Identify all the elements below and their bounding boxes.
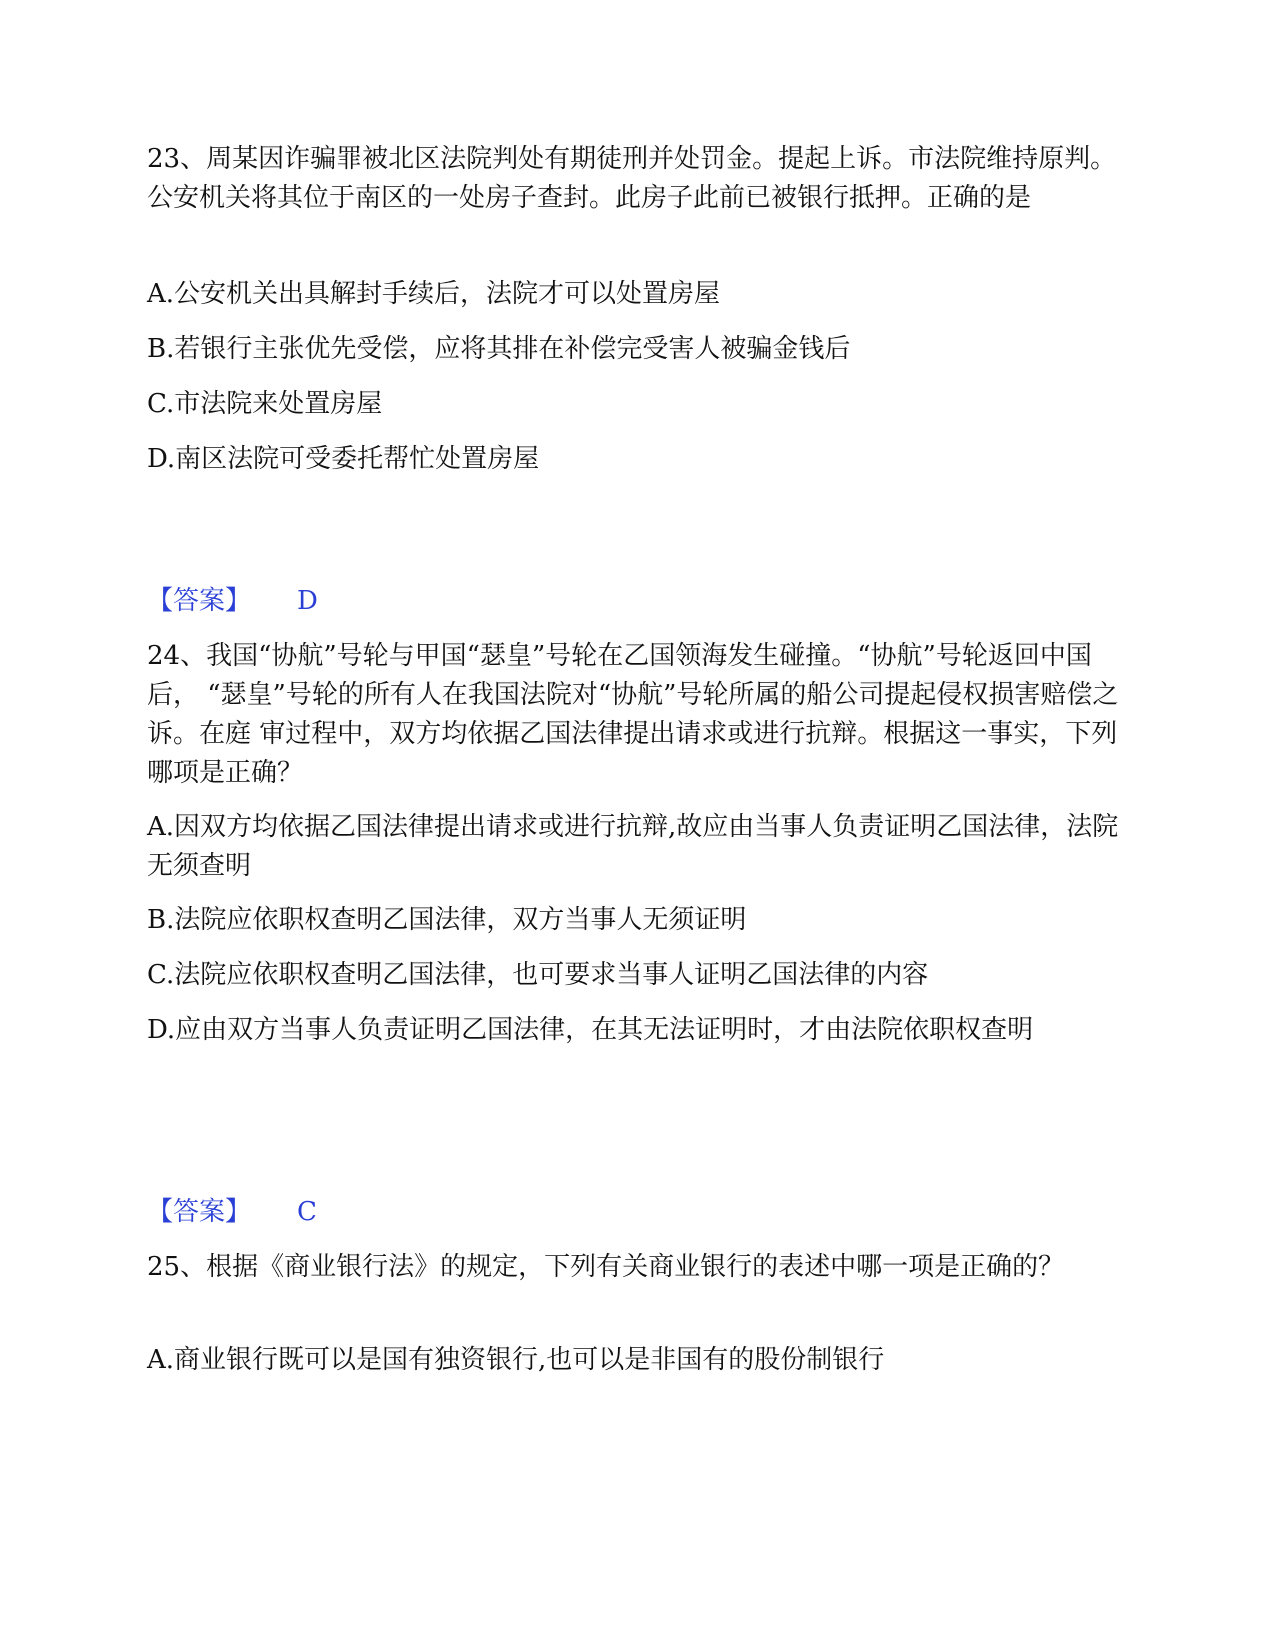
question-25 — [147, 1248, 1127, 1287]
option-c: C.市法院来处置房屋 — [147, 389, 383, 419]
option-a: A.商业银行既可以是国有独资银行,也可以是非国有的股份制银行 — [147, 1345, 885, 1375]
option-d: D.应由双方当事人负责证明乙国法律，在其无法证明时，才由法院依职权查明 — [147, 1015, 1034, 1045]
answer-24 — [147, 1193, 317, 1232]
answer-value: D — [297, 586, 318, 616]
question-24 — [147, 637, 1127, 793]
question-text: 23、周某因诈骗罪被北区法院判处有期徒刑并处罚金。提起上诉。市法院维持原判。公安机关将其位于南区的一处房子查封。此房子此前已被银行抵押。正确的是 — [147, 144, 1117, 213]
answer-label: 【答案】 — [147, 1197, 252, 1227]
option-a-block — [147, 808, 1127, 886]
option-a: A.公安机关出具解封手续后，法院才可以处置房屋 — [147, 279, 721, 309]
answer-value: C — [297, 1197, 317, 1227]
question-text: 24、我国“协航”号轮与甲国“瑟皇”号轮在乙国领海发生碰撞。“协航”号轮返回中国后， “瑟皇”号轮的所有人在我国法院对“协航”号轮所属的船公司提起侵权损害赔偿之诉。在庭 审过程中，双方均依据乙国法律提出请求或进行抗辩。根据这一事实，下列哪项是正确？ — [147, 641, 1119, 788]
question-23 — [147, 140, 1127, 218]
option-c: C.法院应依职权查明乙国法律，也可要求当事人证明乙国法律的内容 — [147, 960, 929, 990]
option-d: D.南区法院可受委托帮忙处置房屋 — [147, 444, 540, 474]
option-b: B.法院应依职权查明乙国法律，双方当事人无须证明 — [147, 905, 747, 935]
answer-23 — [147, 582, 318, 621]
option-d-block — [147, 1011, 1127, 1050]
answer-label: 【答案】 — [147, 586, 252, 616]
option-b: B.若银行主张优先受偿，应将其排在补偿完受害人被骗金钱后 — [147, 334, 851, 364]
option-a: A.因双方均依据乙国法律提出请求或进行抗辩,故应由当事人负责证明乙国法律，法院 无须查明 — [147, 812, 1119, 881]
question-text: 25、根据《商业银行法》的规定，下列有关商业银行的表述中哪一项是正确的？ — [147, 1252, 1065, 1282]
